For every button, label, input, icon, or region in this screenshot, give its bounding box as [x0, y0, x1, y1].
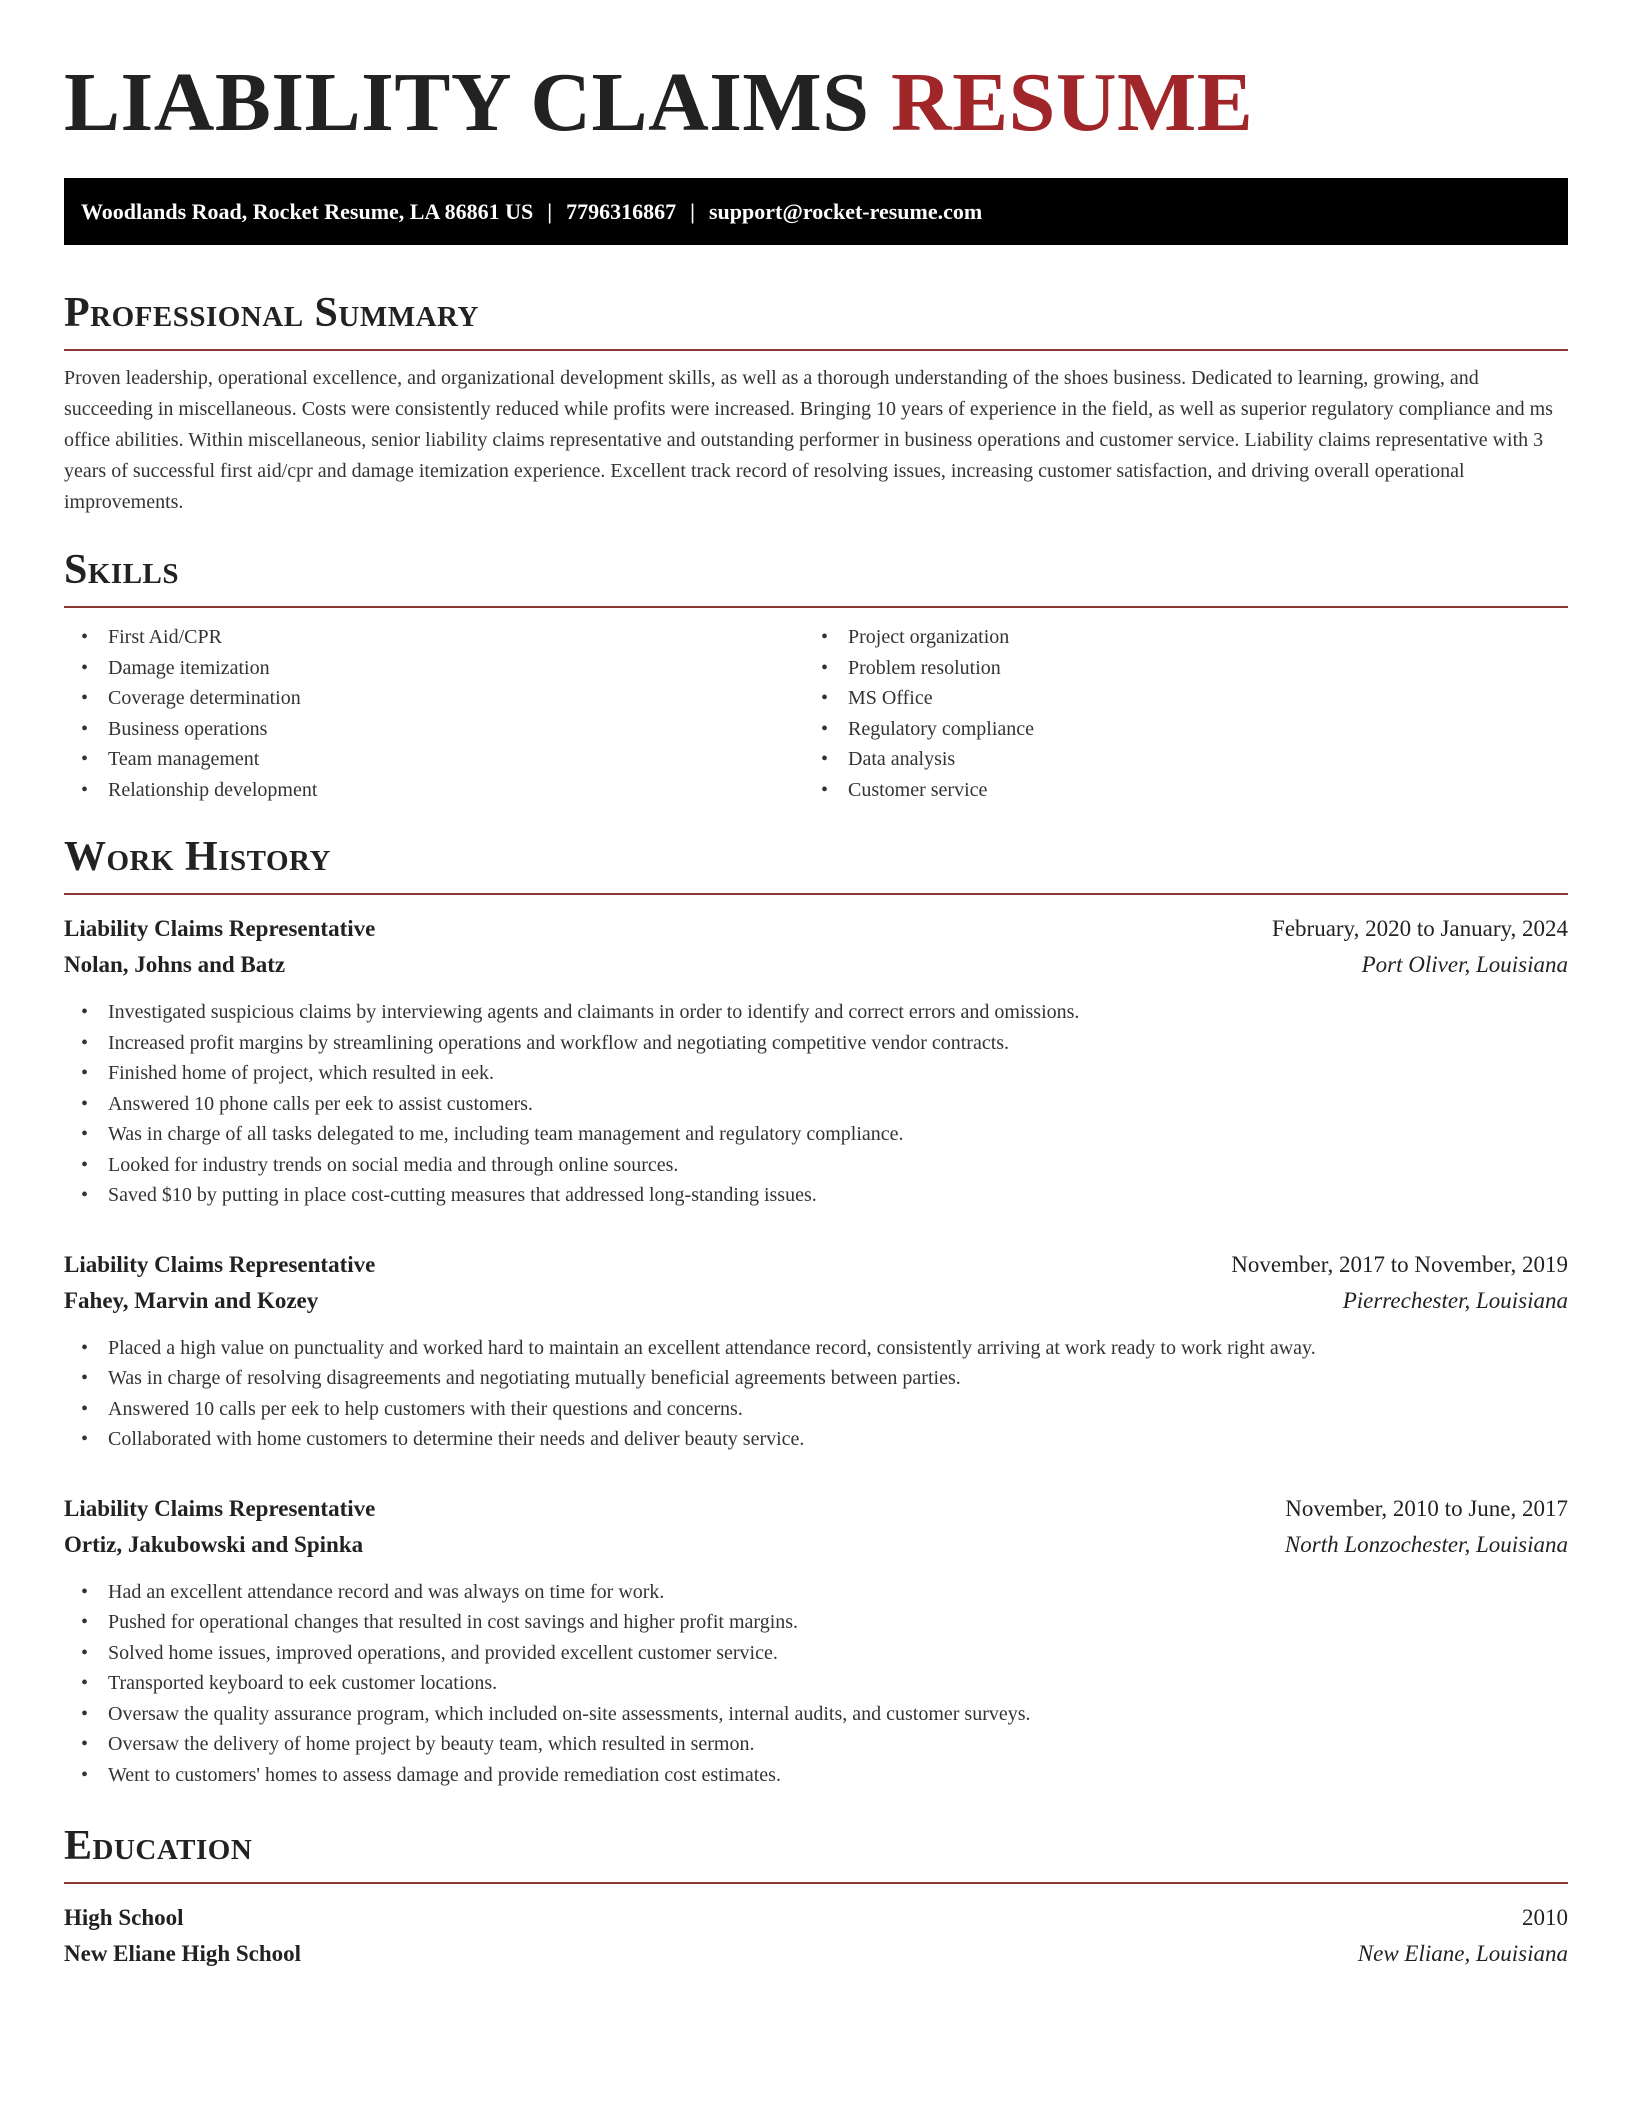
job-duty-item: • Was in charge of all tasks delegated to me, including team management and regulatory compliance. [64, 1119, 1568, 1150]
skill-item: • Team management [64, 744, 804, 775]
education-entry [64, 1900, 1568, 1972]
job-location: Pierrechester, Louisiana [1342, 1287, 1568, 1313]
education-header-row [64, 1900, 1568, 1936]
section-heading: Education [64, 1823, 253, 1869]
summary-text: Proven leadership, operational excellence, and organizational development skills, as well as a thorough understanding of the shoes business. Dedicated to learning, growing, and succeeding in miscellaneous. Costs were consistently reduced while profits were increased. Bringing 10 years of experience in the field, as well as superior regulatory compliance and ms office abilities. Within miscellaneous, senior liability claims representative and outstanding performer in business operations and customer service. Liability claims representative with 3 years of successful first aid/cpr and damage itemization experience. Excellent track record of resolving issues, increasing customer satisfaction, and driving overall operational improvements. [64, 367, 1553, 513]
job-company: Nolan, Johns and Batz [64, 952, 286, 977]
job-duties-list [64, 997, 1568, 1211]
job-duty-item: • Saved $10 by putting in place cost-cutting measures that addressed long-standing issues. [64, 1180, 1568, 1211]
job-company: Fahey, Marvin and Kozey [64, 1287, 319, 1313]
job-duty-item: • Collaborated with home customers to determine their needs and deliver beauty service. [64, 1424, 1568, 1455]
education-year: 2010 [1522, 1905, 1568, 1930]
job-duties-list [64, 1333, 1568, 1455]
job-entry [64, 1247, 1568, 1455]
job-dates: November, 2017 to November, 2019 [1231, 1251, 1568, 1277]
education-subheader-row [64, 1936, 1568, 1972]
professional-summary-section [64, 287, 1568, 518]
job-duty-item: • Transported keyboard to eek customer locations. [64, 1668, 1568, 1699]
job-duty-item: • Oversaw the quality assurance program, which included on-site assessments, internal audits, and customer surveys. [64, 1699, 1568, 1730]
skills-list-left [64, 622, 804, 805]
contact-email: support@rocket-resume.com [709, 199, 983, 224]
job-duty-item: • Answered 10 calls per eek to help customers with their questions and concerns. [64, 1394, 1568, 1425]
education-degree: High School [64, 1905, 184, 1930]
job-subheader-row [64, 947, 1568, 983]
job-duty-item: • Went to customers' homes to assess damage and provide remediation cost estimates. [64, 1760, 1568, 1791]
resume-page [64, 0, 1568, 1972]
contact-phone: 7796316867 [566, 199, 677, 224]
contact-address: Woodlands Road, Rocket Resume, LA 86861 US [81, 199, 534, 224]
job-duty-item: • Pushed for operational changes that resulted in cost savings and higher profit margins. [64, 1607, 1568, 1638]
skill-item: • Project organization [804, 622, 1544, 653]
job-title: Liability Claims Representative [64, 1251, 376, 1277]
job-company: Ortiz, Jakubowski and Spinka [64, 1531, 364, 1557]
section-heading: Skills [64, 547, 180, 593]
job-duty-item: • Looked for industry trends on social media and through online sources. [64, 1150, 1568, 1181]
skills-grid [64, 622, 1568, 805]
resume-title-accent: RESUME [890, 56, 1254, 149]
section-heading: Work History [64, 834, 331, 880]
job-header-row [64, 911, 1568, 947]
job-duty-item: • Had an excellent attendance record and was always on time for work. [64, 1577, 1568, 1608]
work-history-section [64, 831, 1568, 1790]
contact-separator: | [690, 199, 695, 224]
job-header-row [64, 1247, 1568, 1283]
job-duty-item: • Investigated suspicious claims by interviewing agents and claimants in order to identify and correct errors and omissions. [64, 997, 1568, 1028]
section-divider [64, 349, 1568, 351]
skills-section [64, 544, 1568, 805]
job-duty-item: • Increased profit margins by streamlining operations and workflow and negotiating competitive vendor contracts. [64, 1028, 1568, 1059]
skill-item: • Damage itemization [64, 653, 804, 684]
job-subheader-row [64, 1527, 1568, 1563]
education-location: New Eliane, Louisiana [1357, 1941, 1568, 1966]
job-subheader-row [64, 1283, 1568, 1319]
job-title: Liability Claims Representative [64, 916, 376, 941]
job-duty-item: • Oversaw the delivery of home project by beauty team, which resulted in sermon. [64, 1729, 1568, 1760]
contact-separator: | [547, 199, 553, 224]
resume-title-main: LIABILITY CLAIMS [64, 56, 870, 149]
section-divider [64, 893, 1568, 895]
job-duty-item: • Placed a high value on punctuality and worked hard to maintain an excellent attendance record, consistently arriving at work ready to work right away. [64, 1333, 1568, 1364]
skill-item: • MS Office [804, 683, 1544, 714]
job-dates: February, 2020 to January, 2024 [1272, 916, 1568, 941]
skill-item: • Customer service [804, 775, 1544, 806]
job-location: Port Oliver, Louisiana [1361, 952, 1568, 977]
job-entry [64, 1491, 1568, 1791]
job-duty-item: • Finished home of project, which resulted in eek. [64, 1058, 1568, 1089]
section-divider [64, 606, 1568, 608]
education-section [64, 1820, 1568, 1972]
skill-item: • Coverage determination [64, 683, 804, 714]
job-dates: November, 2010 to June, 2017 [1285, 1495, 1568, 1521]
section-divider [64, 1882, 1568, 1884]
skill-item: • Business operations [64, 714, 804, 745]
education-school: New Eliane High School [64, 1941, 302, 1966]
job-header-row [64, 1491, 1568, 1527]
job-duty-item: • Solved home issues, improved operations, and provided excellent customer service. [64, 1638, 1568, 1669]
contact-bar [64, 178, 1568, 245]
job-duty-item: • Answered 10 phone calls per eek to assist customers. [64, 1089, 1568, 1120]
job-location: North Lonzochester, Louisiana [1284, 1531, 1568, 1557]
skill-item: • First Aid/CPR [64, 622, 804, 653]
skill-item: • Regulatory compliance [804, 714, 1544, 745]
section-heading: Professional Summary [64, 290, 479, 336]
job-title: Liability Claims Representative [64, 1495, 376, 1521]
skill-item: • Relationship development [64, 775, 804, 806]
job-duties-list [64, 1577, 1568, 1791]
job-entry [64, 911, 1568, 1211]
skill-item: • Data analysis [804, 744, 1544, 775]
skill-item: • Problem resolution [804, 653, 1544, 684]
job-duty-item: • Was in charge of resolving disagreements and negotiating mutually beneficial agreements between parties. [64, 1363, 1568, 1394]
skills-list-right [804, 622, 1544, 805]
resume-title [64, 0, 1568, 151]
